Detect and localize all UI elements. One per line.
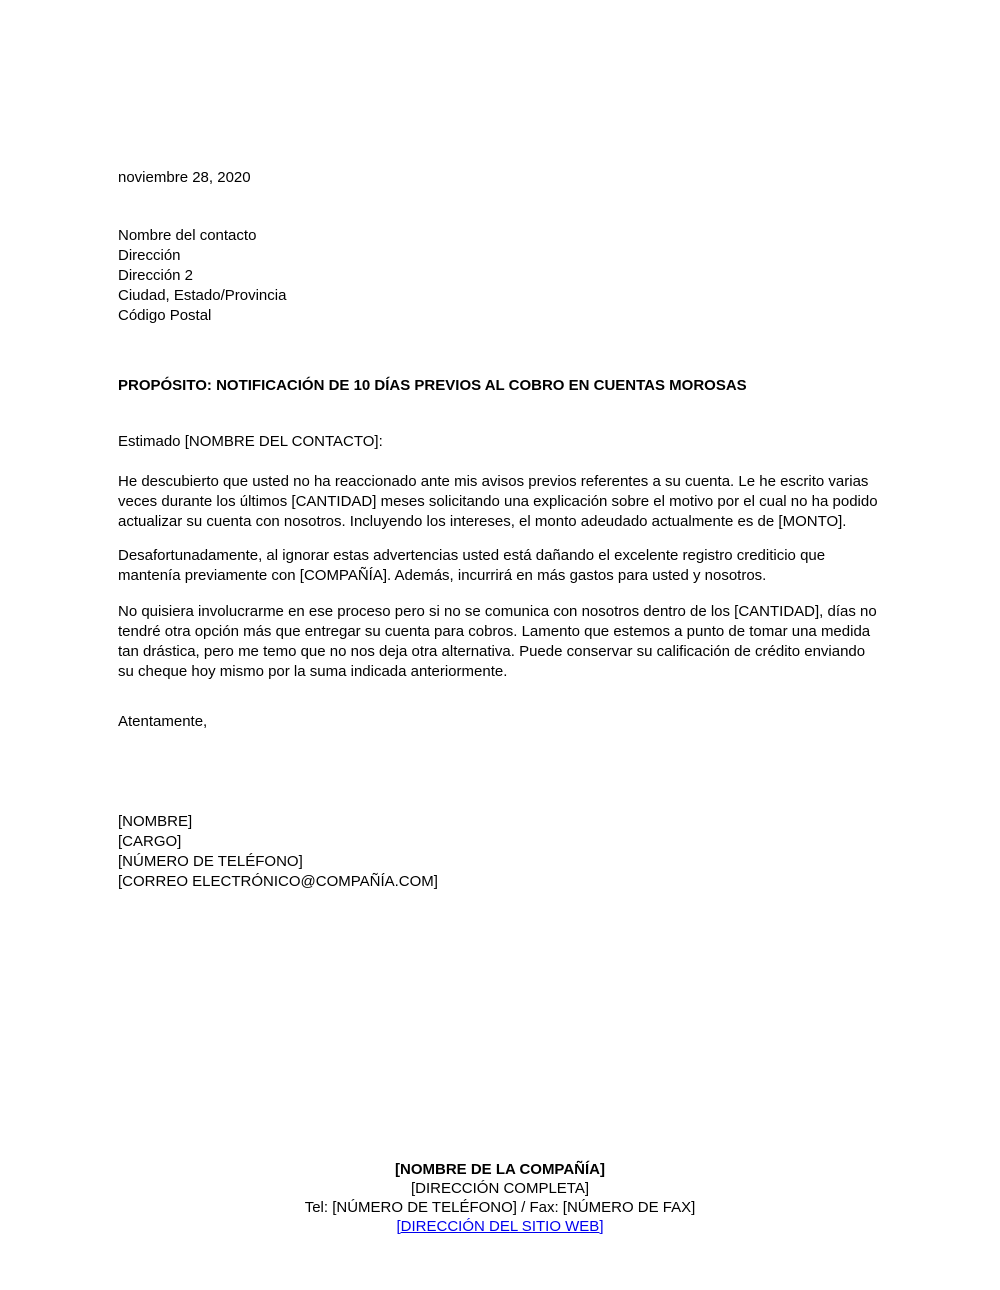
letter-date: noviembre 28, 2020	[118, 169, 251, 186]
footer-phone-fax: Tel: [NÚMERO DE TELÉFONO] / Fax: [NÚMERO DE FAX]	[304, 1199, 696, 1216]
footer-address: [DIRECCIÓN COMPLETA]	[410, 1180, 590, 1197]
footer-website-link[interactable]: [DIRECCIÓN DEL SITIO WEB]	[396, 1218, 604, 1235]
recipient-address-2: Dirección 2	[118, 267, 194, 284]
footer-website-row	[0, 1217, 1000, 1236]
recipient-city-state: Ciudad, Estado/Provincia	[118, 287, 287, 304]
letter-footer	[0, 1160, 1000, 1236]
signature-phone: [NÚMERO DE TELÉFONO]	[118, 853, 303, 870]
closing: Atentamente,	[118, 713, 208, 730]
recipient-block	[118, 226, 882, 326]
body-paragraph-2: Desafortunadamente, al ignorar estas advertencias usted está dañando el excelente registro crediticio que mantenía previamente con [COMPAÑÍA]. Además, incurrirá en más gastos para usted y nosotros.	[118, 547, 826, 584]
salutation: Estimado [NOMBRE DEL CONTACTO]:	[118, 433, 383, 450]
recipient-address-1: Dirección	[118, 247, 181, 264]
recipient-postal-code: Código Postal	[118, 307, 212, 324]
subject-line: PROPÓSITO: NOTIFICACIÓN DE 10 DÍAS PREVIOS AL COBRO EN CUENTAS MOROSAS	[118, 377, 747, 394]
letter-body	[118, 168, 882, 892]
signature-block	[118, 812, 882, 892]
footer-company-name: [NOMBRE DE LA COMPAÑÍA]	[395, 1161, 605, 1178]
recipient-name: Nombre del contacto	[118, 227, 257, 244]
signature-name: [NOMBRE]	[118, 813, 193, 830]
body-paragraph-1: He descubierto que usted no ha reaccionado ante mis avisos previos referentes a su cuenta. Le he escrito varias veces durante los últimos [CANTIDAD] meses solicitando una explicación sobre el motivo por el cual no ha podido actualizar su cuenta con nosotros. Incluyendo los intereses, el monto adeudado actualmente es de [MONTO].	[118, 473, 878, 530]
signature-title: [CARGO]	[118, 833, 182, 850]
body-paragraph-3: No quisiera involucrarme en ese proceso pero si no se comunica con nosotros dentro de los [CANTIDAD], días no tendré otra opción más que entregar su cuenta para cobros. Lamento que estemos a punto de tomar una medida tan drástica, pero me temo que no nos deja otra alternativa. Puede conservar su calificación de crédito enviando su cheque hoy mismo por la suma indicada anteriormente.	[118, 603, 877, 680]
signature-email: [CORREO ELECTRÓNICO@COMPAÑÍA.COM]	[118, 873, 438, 890]
